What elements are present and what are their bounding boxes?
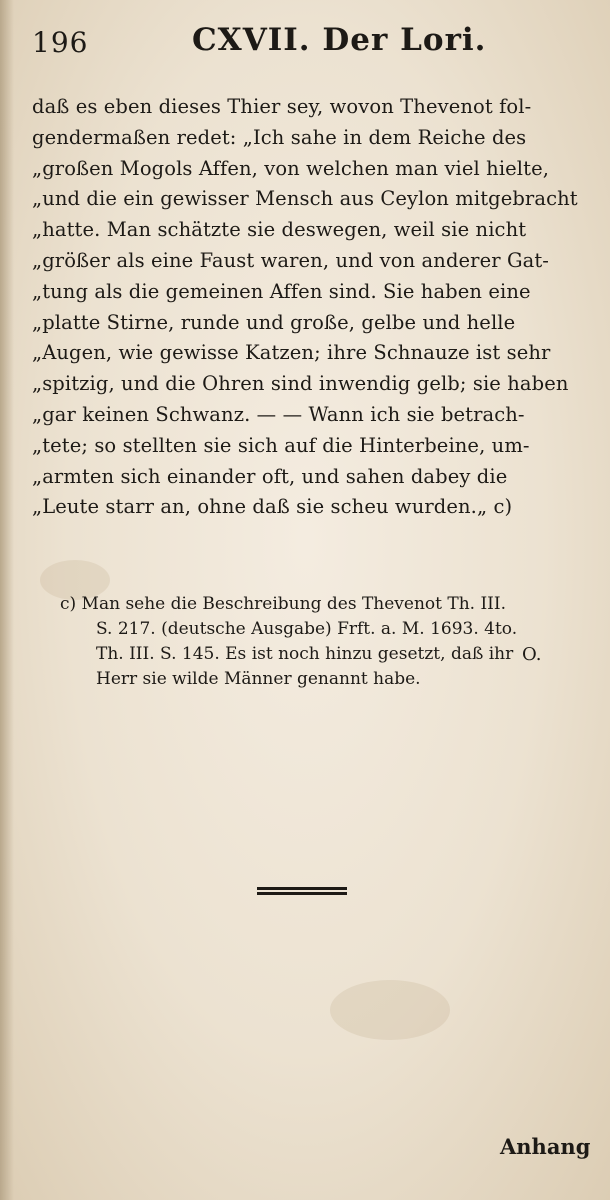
- text-line: „großen Mogols Affen, von welchen man viel hielte,: [32, 156, 550, 180]
- section-end-rule: [257, 887, 347, 895]
- body-text: [32, 92, 592, 523]
- text-line: „platte Stirne, runde und große, gelbe und helle: [32, 310, 516, 334]
- text-line: „spitzig, und die Ohren sind inwendig gelb; sie haben: [32, 372, 569, 396]
- footnote-line: c) Man sehe die Beschreibung des Thevenot Th. III.: [60, 594, 507, 614]
- footnote-signature: O.: [522, 644, 542, 665]
- text-line: daß es eben dieses Thier sey, wovon Thevenot fol-: [32, 95, 532, 118]
- text-line: „größer als eine Faust waren, und von anderer Gat-: [32, 248, 549, 272]
- text-line: „armten sich einander oft, und sahen dabey die: [32, 464, 508, 488]
- footnote-line: Th. III. S. 145. Es ist noch hinzu gesetzt, daß ihr: [96, 644, 514, 664]
- text-line: gendermaßen redet: „Ich sahe in dem Reiche des: [32, 125, 527, 149]
- text-line: „tung als die gemeinen Affen sind. Sie haben eine: [32, 279, 531, 303]
- page-number: 196: [32, 26, 89, 59]
- catchword: Anhang: [500, 1134, 591, 1159]
- text-line: „Leute starr an, ohne daß sie scheu wurden.„ c): [32, 495, 513, 519]
- footnote: [60, 592, 600, 692]
- text-line: „hatte. Man schätzte sie deswegen, weil sie nicht: [32, 218, 527, 242]
- rule-bar: [257, 892, 347, 895]
- footnote-line: Herr sie wilde Männer genannt habe.: [96, 669, 421, 689]
- text-line: „gar keinen Schwanz. — — Wann ich sie betrach-: [32, 402, 525, 426]
- text-line: „tete; so stellten sie sich auf die Hinterbeine, um-: [32, 433, 530, 457]
- footnote-line: S. 217. (deutsche Ausgabe) Frft. a. M. 1693. 4to.: [96, 619, 518, 639]
- paper-stain: [330, 980, 450, 1040]
- text-line: „und die ein gewisser Mensch aus Ceylon mitgebracht: [32, 187, 578, 211]
- text-line: „Augen, wie gewisse Katzen; ihre Schnauze ist sehr: [32, 341, 551, 365]
- running-head: [32, 20, 580, 64]
- chapter-title: CXVII. Der Lori.: [192, 22, 487, 58]
- rule-bar: [257, 887, 347, 890]
